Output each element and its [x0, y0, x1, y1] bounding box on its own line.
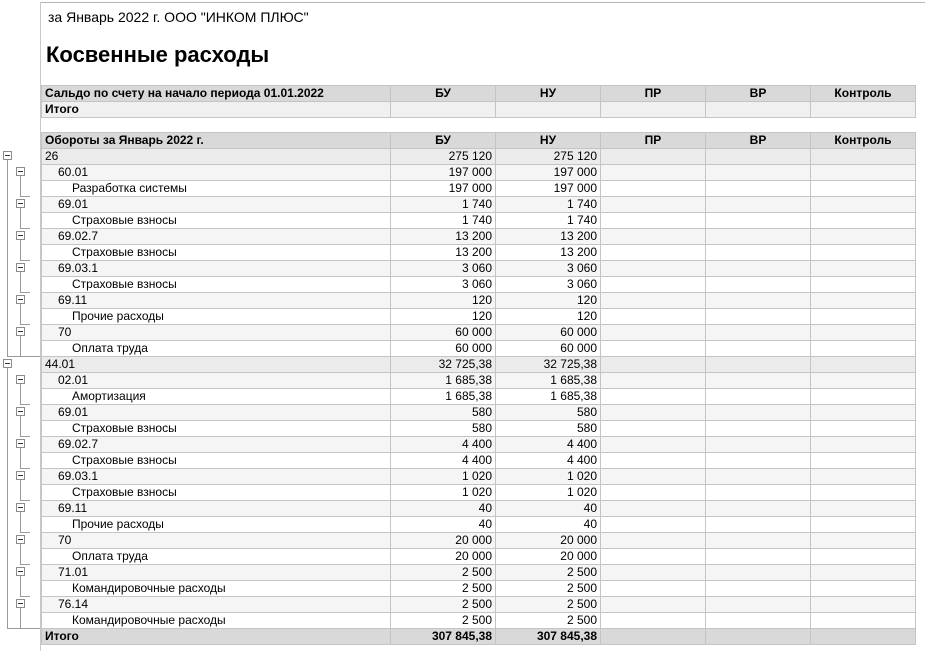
control-value	[811, 469, 916, 485]
group-account: 26	[42, 149, 391, 165]
column-header-nu: НУ	[496, 86, 601, 102]
vr-value	[706, 501, 811, 517]
column-header-bu: БУ	[391, 86, 496, 102]
tree-line	[20, 384, 21, 404]
collapse-subaccount-icon[interactable]	[16, 295, 25, 304]
bu-value: 13 200	[391, 245, 496, 261]
bu-value: 20 000	[391, 549, 496, 565]
nu-value: 275 120	[496, 149, 601, 165]
tree-line	[20, 176, 21, 196]
expense-item-row	[42, 485, 916, 501]
turnover-table	[41, 132, 916, 645]
column-header-pr: ПР	[601, 133, 706, 149]
control-value	[811, 597, 916, 613]
tree-line	[20, 228, 30, 229]
total-vr	[706, 629, 811, 645]
expense-item-row	[42, 277, 916, 293]
expense-item-name: Амортизация	[42, 389, 391, 405]
nu-value: 197 000	[496, 165, 601, 181]
pr-value	[601, 309, 706, 325]
subaccount-row	[42, 405, 916, 421]
tree-line	[20, 292, 30, 293]
bu-value: 3 060	[391, 277, 496, 293]
pr-value	[601, 453, 706, 469]
collapse-subaccount-icon[interactable]	[16, 471, 25, 480]
nu-value: 1 740	[496, 213, 601, 229]
tree-line	[20, 208, 21, 228]
nu-value: 40	[496, 517, 601, 533]
expense-item-name: Страховые взносы	[42, 245, 391, 261]
vr-value	[706, 549, 811, 565]
nu-value: 580	[496, 421, 601, 437]
nu-value: 1 020	[496, 485, 601, 501]
vr-value	[706, 181, 811, 197]
nu-value: 120	[496, 293, 601, 309]
vr-value	[706, 277, 811, 293]
tree-line	[20, 480, 21, 500]
tree-line	[7, 356, 40, 357]
tree-line	[20, 324, 30, 325]
turnover-header-label: Обороты за Январь 2022 г.	[42, 133, 391, 149]
bu-value: 13 200	[391, 229, 496, 245]
control-value	[811, 229, 916, 245]
collapse-subaccount-icon[interactable]	[16, 167, 25, 176]
pr-value	[601, 533, 706, 549]
control-value	[811, 373, 916, 389]
vr-value	[706, 149, 811, 165]
vr-value	[706, 437, 811, 453]
control-value	[811, 533, 916, 549]
subaccount-account: 70	[42, 533, 391, 549]
total-bu: 307 845,38	[391, 629, 496, 645]
nu-value: 120	[496, 309, 601, 325]
control-value	[811, 357, 916, 373]
pr-value	[601, 597, 706, 613]
tree-line	[20, 260, 30, 261]
subaccount-account: 69.01	[42, 197, 391, 213]
control-value	[811, 181, 916, 197]
subaccount-account: 69.02.7	[42, 437, 391, 453]
bu-value: 2 500	[391, 565, 496, 581]
tree-line	[20, 196, 30, 197]
bu-value: 20 000	[391, 533, 496, 549]
control-value	[811, 149, 916, 165]
nu-value: 2 500	[496, 597, 601, 613]
nu-value: 2 500	[496, 581, 601, 597]
pr-value	[601, 581, 706, 597]
bu-value: 2 500	[391, 581, 496, 597]
pr-value	[601, 245, 706, 261]
vr-value	[706, 597, 811, 613]
subaccount-row	[42, 229, 916, 245]
nu-value: 1 740	[496, 197, 601, 213]
tree-line	[20, 448, 21, 468]
pr-value	[601, 181, 706, 197]
collapse-subaccount-icon[interactable]	[16, 407, 25, 416]
column-header-pr: ПР	[601, 86, 706, 102]
vr-value	[706, 229, 811, 245]
control-value	[811, 213, 916, 229]
subaccount-row	[42, 293, 916, 309]
subaccount-account: 69.11	[42, 293, 391, 309]
tree-line	[20, 512, 21, 532]
collapse-subaccount-icon[interactable]	[16, 375, 25, 384]
collapse-subaccount-icon[interactable]	[16, 567, 25, 576]
turnover-total-row	[42, 629, 916, 645]
pr-value	[601, 341, 706, 357]
expense-item-row	[42, 421, 916, 437]
pr-value	[601, 549, 706, 565]
nu-value: 60 000	[496, 325, 601, 341]
control-value	[811, 453, 916, 469]
collapse-subaccount-icon[interactable]	[16, 327, 25, 336]
nu-value: 4 400	[496, 453, 601, 469]
nu-value: 40	[496, 501, 601, 517]
pr-value	[601, 469, 706, 485]
tree-line	[20, 576, 21, 596]
control-value	[811, 293, 916, 309]
group-account: 44.01	[42, 357, 391, 373]
vr-value	[706, 485, 811, 501]
balance-header-row	[42, 86, 916, 102]
expense-item-name: Страховые взносы	[42, 421, 391, 437]
expense-item-name: Страховые взносы	[42, 213, 391, 229]
vr-value	[706, 197, 811, 213]
group-row	[42, 149, 916, 165]
pr-value	[601, 357, 706, 373]
pr-value	[601, 229, 706, 245]
collapse-subaccount-icon[interactable]	[16, 199, 25, 208]
pr-value	[601, 197, 706, 213]
control-value	[811, 165, 916, 181]
collapse-group-icon[interactable]	[3, 359, 12, 368]
vr-value	[706, 213, 811, 229]
report-top-border	[40, 2, 925, 3]
vr-value	[706, 309, 811, 325]
subaccount-account: 71.01	[42, 565, 391, 581]
bu-value: 60 000	[391, 341, 496, 357]
control-value	[811, 421, 916, 437]
bu-value: 40	[391, 517, 496, 533]
subaccount-account: 69.02.7	[42, 229, 391, 245]
tree-line	[7, 368, 8, 628]
expense-item-row	[42, 581, 916, 597]
tree-line	[20, 336, 21, 356]
balance-total-label: Итого	[42, 102, 391, 118]
subaccount-account: 60.01	[42, 165, 391, 181]
expense-item-row	[42, 245, 916, 261]
subaccount-account: 76.14	[42, 597, 391, 613]
subaccount-account: 69.03.1	[42, 261, 391, 277]
pr-value	[601, 149, 706, 165]
control-value	[811, 245, 916, 261]
bu-value: 60 000	[391, 325, 496, 341]
control-value	[811, 501, 916, 517]
bu-value: 2 500	[391, 597, 496, 613]
vr-value	[706, 533, 811, 549]
control-value	[811, 485, 916, 501]
pr-value	[601, 373, 706, 389]
control-value	[811, 565, 916, 581]
subaccount-row	[42, 373, 916, 389]
expense-item-row	[42, 453, 916, 469]
bu-value: 40	[391, 501, 496, 517]
vr-value	[706, 453, 811, 469]
nu-value: 3 060	[496, 277, 601, 293]
subaccount-account: 69.11	[42, 501, 391, 517]
bu-value: 120	[391, 293, 496, 309]
bu-value: 275 120	[391, 149, 496, 165]
pr-value	[601, 485, 706, 501]
bu-value: 197 000	[391, 181, 496, 197]
subaccount-row	[42, 533, 916, 549]
collapse-subaccount-icon[interactable]	[16, 535, 25, 544]
subaccount-row	[42, 469, 916, 485]
pr-value	[601, 261, 706, 277]
report-subtitle: за Январь 2022 г. ООО "ИНКОМ ПЛЮС"	[48, 9, 309, 25]
bu-value: 1 020	[391, 469, 496, 485]
control-value	[811, 341, 916, 357]
collapse-subaccount-icon[interactable]	[16, 599, 25, 608]
total-control	[811, 629, 916, 645]
control-value	[811, 197, 916, 213]
control-value	[811, 389, 916, 405]
bu-value: 1 685,38	[391, 389, 496, 405]
vr-value	[706, 613, 811, 629]
balance-header-label: Сальдо по счету на начало периода 01.01.2022	[42, 86, 391, 102]
vr-value	[706, 293, 811, 309]
nu-value: 1 020	[496, 469, 601, 485]
subaccount-row	[42, 261, 916, 277]
subaccount-account: 69.01	[42, 405, 391, 421]
column-header-vr: ВР	[706, 133, 811, 149]
subaccount-row	[42, 437, 916, 453]
bu-value: 4 400	[391, 453, 496, 469]
collapse-group-icon[interactable]	[3, 151, 12, 160]
subaccount-row	[42, 197, 916, 213]
balance-total-row	[42, 102, 916, 118]
control-value	[811, 517, 916, 533]
bu-value: 2 500	[391, 613, 496, 629]
nu-value: 20 000	[496, 549, 601, 565]
control-value	[811, 405, 916, 421]
vr-value	[706, 325, 811, 341]
vr-value	[706, 565, 811, 581]
pr-value	[601, 389, 706, 405]
tree-line	[20, 564, 30, 565]
pr-value	[601, 213, 706, 229]
column-header-control: Контроль	[811, 133, 916, 149]
control-value	[811, 261, 916, 277]
collapse-subaccount-icon[interactable]	[16, 503, 25, 512]
column-header-bu: БУ	[391, 133, 496, 149]
expense-item-row	[42, 309, 916, 325]
nu-value: 1 685,38	[496, 373, 601, 389]
collapse-subaccount-icon[interactable]	[16, 231, 25, 240]
bu-value: 1 020	[391, 485, 496, 501]
bu-value: 580	[391, 421, 496, 437]
tree-line	[20, 544, 21, 564]
expense-item-row	[42, 517, 916, 533]
vr-value	[706, 405, 811, 421]
vr-value	[706, 581, 811, 597]
column-header-nu: НУ	[496, 133, 601, 149]
nu-value: 20 000	[496, 533, 601, 549]
subaccount-row	[42, 597, 916, 613]
pr-value	[601, 501, 706, 517]
turnover-header-row	[42, 133, 916, 149]
subaccount-row	[42, 565, 916, 581]
expense-item-name: Страховые взносы	[42, 485, 391, 501]
pr-value	[601, 517, 706, 533]
tree-line	[20, 416, 21, 436]
tree-line	[20, 436, 30, 437]
bu-value: 197 000	[391, 165, 496, 181]
total-label: Итого	[42, 629, 391, 645]
control-value	[811, 613, 916, 629]
tree-line	[7, 628, 40, 629]
control-value	[811, 325, 916, 341]
control-value	[811, 549, 916, 565]
vr-value	[706, 341, 811, 357]
expense-item-name: Разработка системы	[42, 181, 391, 197]
group-row	[42, 357, 916, 373]
vr-value	[706, 261, 811, 277]
collapse-subaccount-icon[interactable]	[16, 439, 25, 448]
pr-value	[601, 165, 706, 181]
vr-value	[706, 469, 811, 485]
tree-line	[20, 404, 30, 405]
pr-value	[601, 613, 706, 629]
bu-value: 1 740	[391, 213, 496, 229]
expense-item-name: Страховые взносы	[42, 453, 391, 469]
pr-value	[601, 565, 706, 581]
pr-value	[601, 293, 706, 309]
column-header-control: Контроль	[811, 86, 916, 102]
bu-value: 32 725,38	[391, 357, 496, 373]
bu-value: 4 400	[391, 437, 496, 453]
expense-item-row	[42, 341, 916, 357]
bu-value: 1 685,38	[391, 373, 496, 389]
expense-item-row	[42, 613, 916, 629]
balance-table	[41, 85, 916, 118]
pr-value	[601, 325, 706, 341]
expense-item-name: Командировочные расходы	[42, 613, 391, 629]
column-header-vr: ВР	[706, 86, 811, 102]
expense-item-name: Оплата труда	[42, 549, 391, 565]
bu-value: 1 740	[391, 197, 496, 213]
subaccount-row	[42, 325, 916, 341]
expense-item-name: Прочие расходы	[42, 517, 391, 533]
tree-line	[20, 304, 21, 324]
bu-value: 3 060	[391, 261, 496, 277]
control-value	[811, 277, 916, 293]
nu-value: 4 400	[496, 437, 601, 453]
nu-value: 60 000	[496, 341, 601, 357]
expense-item-name: Командировочные расходы	[42, 581, 391, 597]
nu-value: 2 500	[496, 613, 601, 629]
expense-item-name: Оплата труда	[42, 341, 391, 357]
nu-value: 580	[496, 405, 601, 421]
vr-value	[706, 373, 811, 389]
expense-item-name: Прочие расходы	[42, 309, 391, 325]
expense-item-row	[42, 549, 916, 565]
subaccount-account: 69.03.1	[42, 469, 391, 485]
tree-line	[20, 608, 21, 628]
nu-value: 13 200	[496, 245, 601, 261]
nu-value: 13 200	[496, 229, 601, 245]
report-title: Косвенные расходы	[46, 42, 270, 67]
subaccount-account: 70	[42, 325, 391, 341]
pr-value	[601, 277, 706, 293]
tree-line	[20, 532, 30, 533]
pr-value	[601, 405, 706, 421]
total-nu: 307 845,38	[496, 629, 601, 645]
nu-value: 197 000	[496, 181, 601, 197]
tree-line	[20, 272, 21, 292]
expense-item-name: Страховые взносы	[42, 277, 391, 293]
expense-item-row	[42, 389, 916, 405]
control-value	[811, 437, 916, 453]
vr-value	[706, 389, 811, 405]
nu-value: 3 060	[496, 261, 601, 277]
expense-item-row	[42, 213, 916, 229]
tree-line	[20, 468, 30, 469]
tree-line	[7, 160, 8, 356]
vr-value	[706, 245, 811, 261]
subaccount-row	[42, 165, 916, 181]
bu-value: 580	[391, 405, 496, 421]
vr-value	[706, 421, 811, 437]
control-value	[811, 309, 916, 325]
nu-value: 1 685,38	[496, 389, 601, 405]
nu-value: 32 725,38	[496, 357, 601, 373]
subaccount-account: 02.01	[42, 373, 391, 389]
vr-value	[706, 165, 811, 181]
vr-value	[706, 357, 811, 373]
collapse-subaccount-icon[interactable]	[16, 263, 25, 272]
subaccount-row	[42, 501, 916, 517]
bu-value: 120	[391, 309, 496, 325]
total-pr	[601, 629, 706, 645]
control-value	[811, 581, 916, 597]
pr-value	[601, 437, 706, 453]
expense-item-row	[42, 181, 916, 197]
tree-line	[20, 240, 21, 260]
tree-line	[20, 500, 30, 501]
tree-line	[20, 596, 30, 597]
nu-value: 2 500	[496, 565, 601, 581]
vr-value	[706, 517, 811, 533]
pr-value	[601, 421, 706, 437]
